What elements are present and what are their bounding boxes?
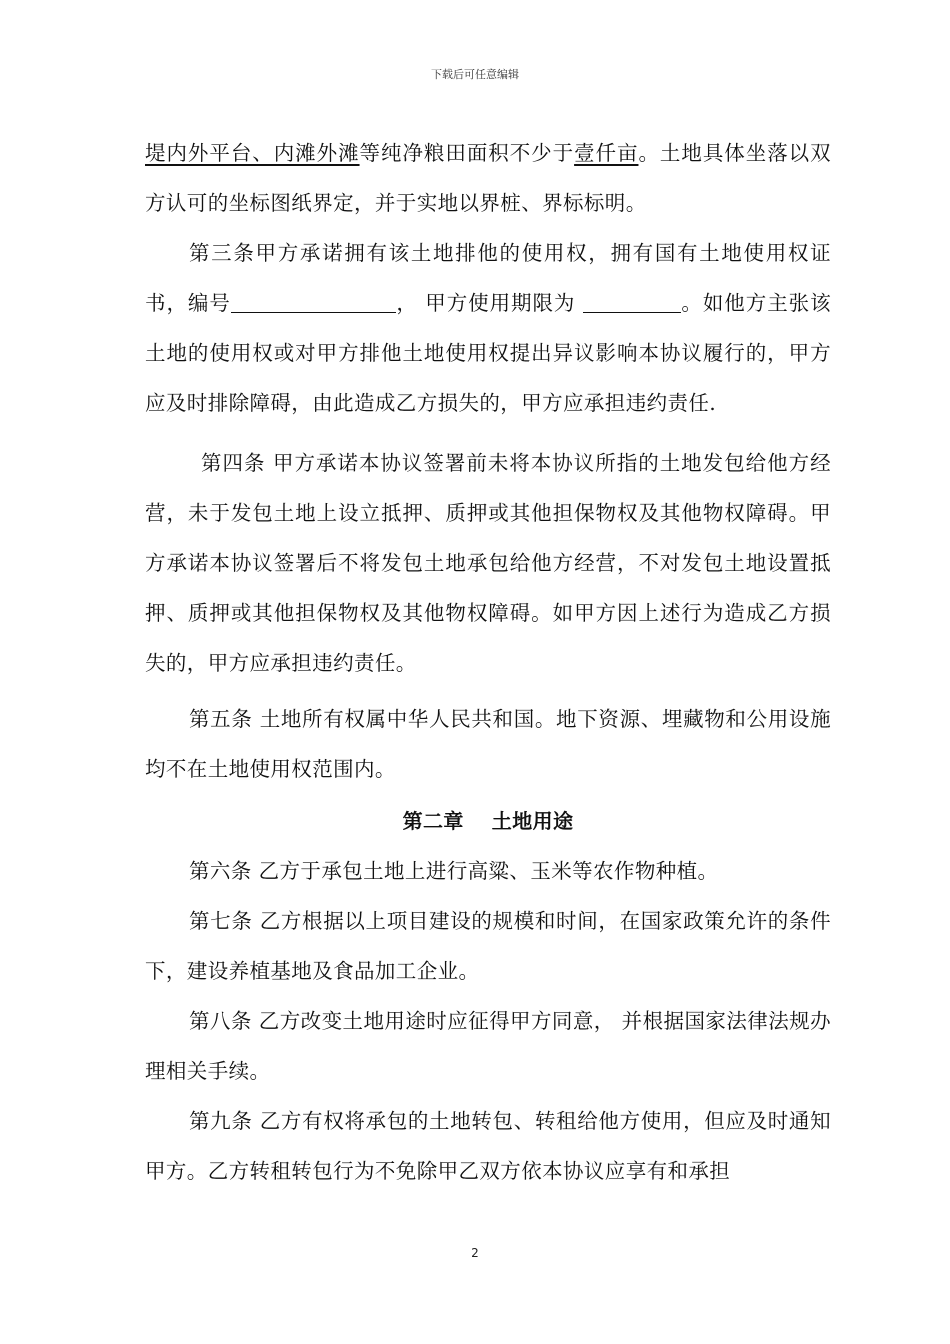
chapter-heading — [145, 796, 831, 846]
paragraph-land-location — [145, 128, 831, 228]
text-segment: 第三条甲方承诺拥有该土地排他的使用权，拥有国有土地使用权证书，编号 — [145, 241, 831, 315]
chapter-title: 土地用途 — [491, 809, 574, 833]
text-segment: 。土地具体坐落以双方认可的坐标图纸界定，并于实地以界桩、界标标明。 — [145, 141, 832, 215]
document-body — [145, 128, 831, 1196]
underlined-land-area: 堤内外平台、内滩外滩 — [145, 141, 360, 165]
text-segment: ， 甲方使用期限为 — [395, 291, 583, 315]
article-8: 第八条 乙方改变土地用途时应征得甲方同意， 并根据国家法律法规办理相关手续。 — [145, 1009, 831, 1083]
page-number: 2 — [471, 1246, 479, 1260]
article-7: 第七条 乙方根据以上项目建设的规模和时间，在国家政策允许的条件下，建设养植基地及食品加工企业。 — [145, 909, 831, 983]
underlined-acreage: 壹仟亩 — [574, 141, 639, 165]
usage-period-blank — [583, 292, 681, 314]
article-9: 第九条 乙方有权将承包的土地转包、转租给他方使用，但应及时通知甲方。乙方转租转包行为不免除甲乙双方依本协议应享有和承担 — [145, 1109, 831, 1183]
certificate-number-blank — [231, 292, 396, 314]
page-header: 下载后可任意编辑 — [431, 68, 519, 81]
article-3 — [145, 228, 831, 428]
article-6: 第六条 乙方于承包土地上进行高粱、玉米等农作物种植。 — [189, 859, 719, 883]
article-5: 第五条 土地所有权属中华人民共和国。地下资源、埋藏物和公用设施均不在土地使用权范围内。 — [145, 707, 831, 781]
text-segment: 等纯净粮田面积不少于 — [359, 141, 575, 165]
chapter-number: 第二章 — [402, 809, 464, 833]
article-4: 第四条 甲方承诺本协议签署前未将本协议所指的土地发包给他方经营，未于发包土地上设立抵押、质押或其他担保物权及其他物权障碍。甲方承诺本协议签署后不将发包土地承包给他方经营，不对发包土地设置抵押、质押或其他担保物权及其他物权障碍。如甲方因上述行为造成乙方损失的，甲方应承担违约责任。 — [145, 451, 831, 675]
text-segment: 。如他方主张该土地的使用权或对甲方排他土地使用权提出异议影响本协议履行的，甲方应及时排除障碍，由此造成乙方损失的，甲方应承担违约责任. — [145, 291, 831, 415]
